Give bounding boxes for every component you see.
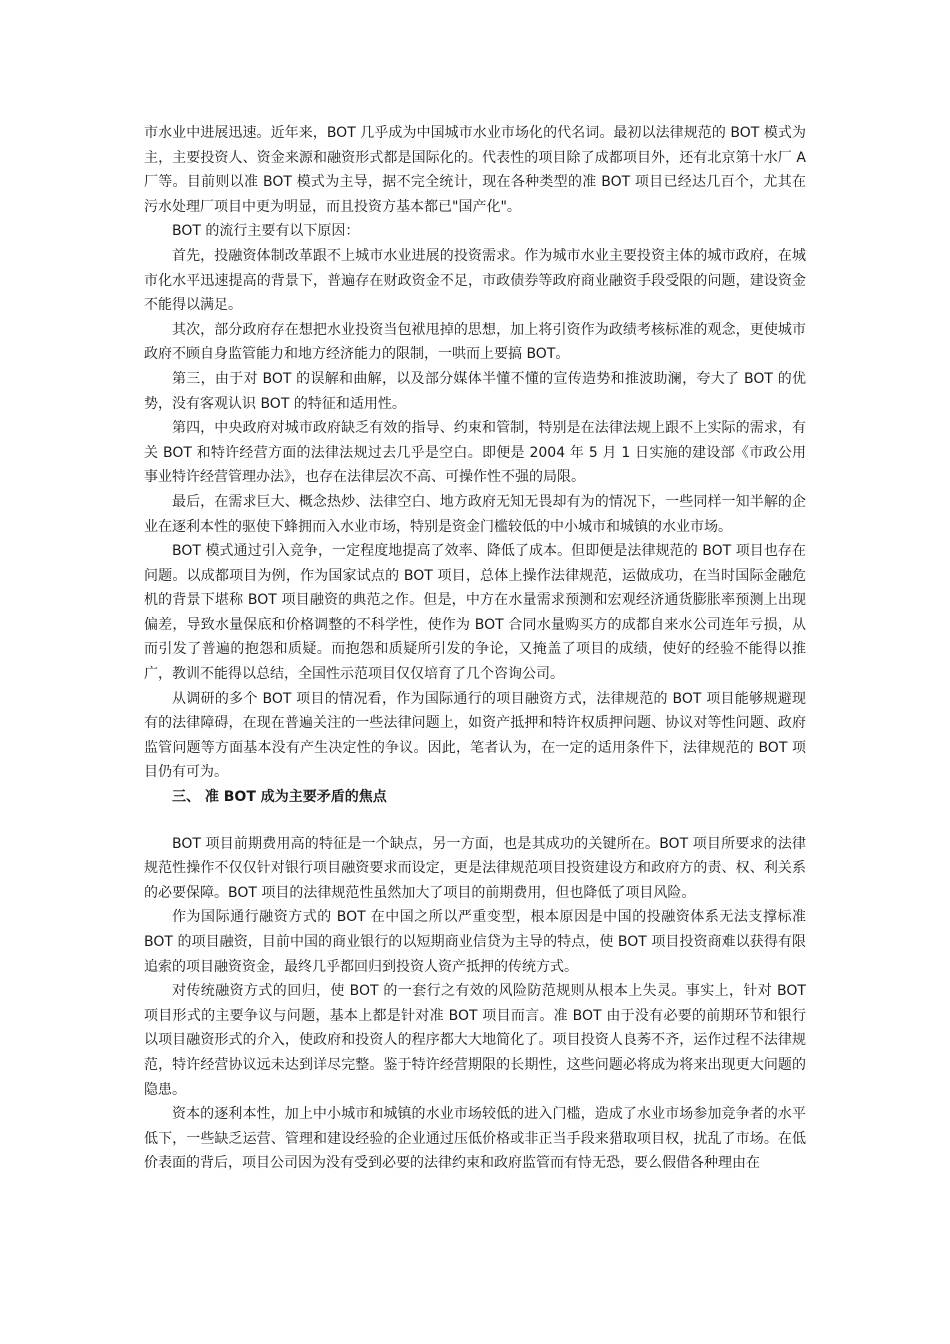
paragraph: BOT 模式通过引入竞争，一定程度地提高了效率、降低了成本。但即便是法律规范的 BOT 项目也存在问题。以成都项目为例，作为国家试点的 BOT 项目，总体上操作法律规范，运做成功，在当时国际金融危机的背景下堪称 BOT 项目融资的典范之作。但是，中方在水量需求预测和宏观经济通货膨胀率预测上出现偏差，导致水量保底和价格调整的不科学性，使作为 BOT 合同水量购买方的成都自来水公司连年亏损，从而引发了普遍的抱怨和质疑。而抱怨和质疑所引发的争论，又掩盖了项目的成绩，使好的经验不能得以推广，教训不能得以总结，全国性示范项目仅仅培育了几个咨询公司。: [144, 543, 806, 683]
paragraph: 从调研的多个 BOT 项目的情况看，作为国际通行的项目融资方式，法律规范的 BOT 项目能够规避现有的法律障碍，在现在普遍关注的一些法律问题上，如资产抵押和特许权质押问题、协议对等性问题、政府监管问题等方面基本没有产生决定性的争议。因此，笔者认为，在一定的适用条件下，法律规范的 BOT 项目仍有可为。: [144, 690, 806, 781]
document-body: [144, 121, 806, 1176]
paragraph: 市水业中进展迅速。近年来，BOT 几乎成为中国城市水业市场化的代名词。最初以法律规范的 BOT 模式为主，主要投资人、资金来源和融资形式都是国际化的。代表性的项目除了成都项目外，还有北京第十水厂 A 厂等。目前则以准 BOT 模式为主导，据不完全统计，现在各种类型的准 BOT 项目已经达几百个，尤其在污水处理厂项目中更为明显，而且投资方基本都已"国产化"。: [144, 125, 806, 215]
paragraph: 作为国际通行融资方式的 BOT 在中国之所以严重变型，根本原因是中国的投融资体系无法支撑标准 BOT 的项目融资，目前中国的商业银行的以短期商业信贷为主导的特点，使 BOT 项目投资商难以获得有限追索的项目融资资金，最终几乎都回归到投资人资产抵押的传统方式。: [144, 909, 806, 975]
paragraph: 对传统融资方式的回归，使 BOT 的一套行之有效的风险防范规则从根本上失灵。事实上，针对 BOT 项目形式的主要争议与问题，基本上都是针对准 BOT 项目而言。准 BOT 由于没有必要的前期环节和银行以项目融资形式的介入，使政府和投资人的程序都大大地简化了。项目投资人良莠不齐，运作过程不法律规范，特许经营协议远未达到详尽完整。鉴于特许经营期限的长期性，这些问题必将成为将来出现更大问题的隐患。: [144, 983, 806, 1098]
paragraph: 最后，在需求巨大、概念热炒、法律空白、地方政府无知无畏却有为的情况下，一些同样一知半解的企业在逐利本性的驱使下蜂拥而入水业市场，特别是资金门槛较低的中小城市和城镇的水业市场。: [144, 493, 806, 535]
paragraph: BOT 的流行主要有以下原因：: [172, 223, 360, 240]
paragraph: 首先，投融资体制改革跟不上城市水业进展的投资需求。作为城市水业主要投资主体的城市政府，在城市化水平迅速提高的背景下，普遍存在财政资金不足，市政债券等政府商业融资手段受限的问题，建设资金不能得以满足。: [144, 247, 806, 314]
paragraph: 资本的逐利本性，加上中小城市和城镇的水业市场较低的进入门槛，造成了水业市场参加竞争者的水平低下，一些缺乏运营、管理和建设经验的企业通过压低价格或非正当手段来猎取项目权，扰乱了市场。在低价表面的背后，项目公司因为没有受到必要的法律约束和政府监管而有恃无恐，要么假借各种理由在: [144, 1106, 806, 1172]
paragraph: BOT 项目前期费用高的特征是一个缺点，另一方面，也是其成功的关键所在。BOT 项目所要求的法律规范性操作不仅仅针对银行项目融资要求而设定，更是法律规范项目投资建设方和政府方的责、权、利关系的必要保障。BOT 项目的法律规范性虽然加大了项目的前期费用，但也降低了项目风险。: [144, 835, 806, 901]
paragraph: 其次，部分政府存在想把水业投资当包袱甩掉的思想，加上将引资作为政绩考核标准的观念，更使城市政府不顾自身监管能力和地方经济能力的限制，一哄而上要搞 BOT。: [144, 321, 806, 363]
section-heading: 三、 准 BOT 成为主要矛盾的焦点: [172, 789, 387, 806]
paragraph: 第三，由于对 BOT 的误解和曲解，以及部分媒体半懂不懂的宣传造势和推波助澜，夸大了 BOT 的优势，没有客观认识 BOT 的特征和适用性。: [144, 370, 806, 412]
paragraph: 第四，中央政府对城市政府缺乏有效的指导、约束和管制，特别是在法律法规上跟不上实际的需求，有关 BOT 和特许经营方面的法律法规过去几乎是空白。即便是 2004 年 5 月 1 日实施的建设部《市政公用事业特许经营管理办法》，也存在法律层次不高、可操作性不强的局限。: [144, 420, 806, 486]
